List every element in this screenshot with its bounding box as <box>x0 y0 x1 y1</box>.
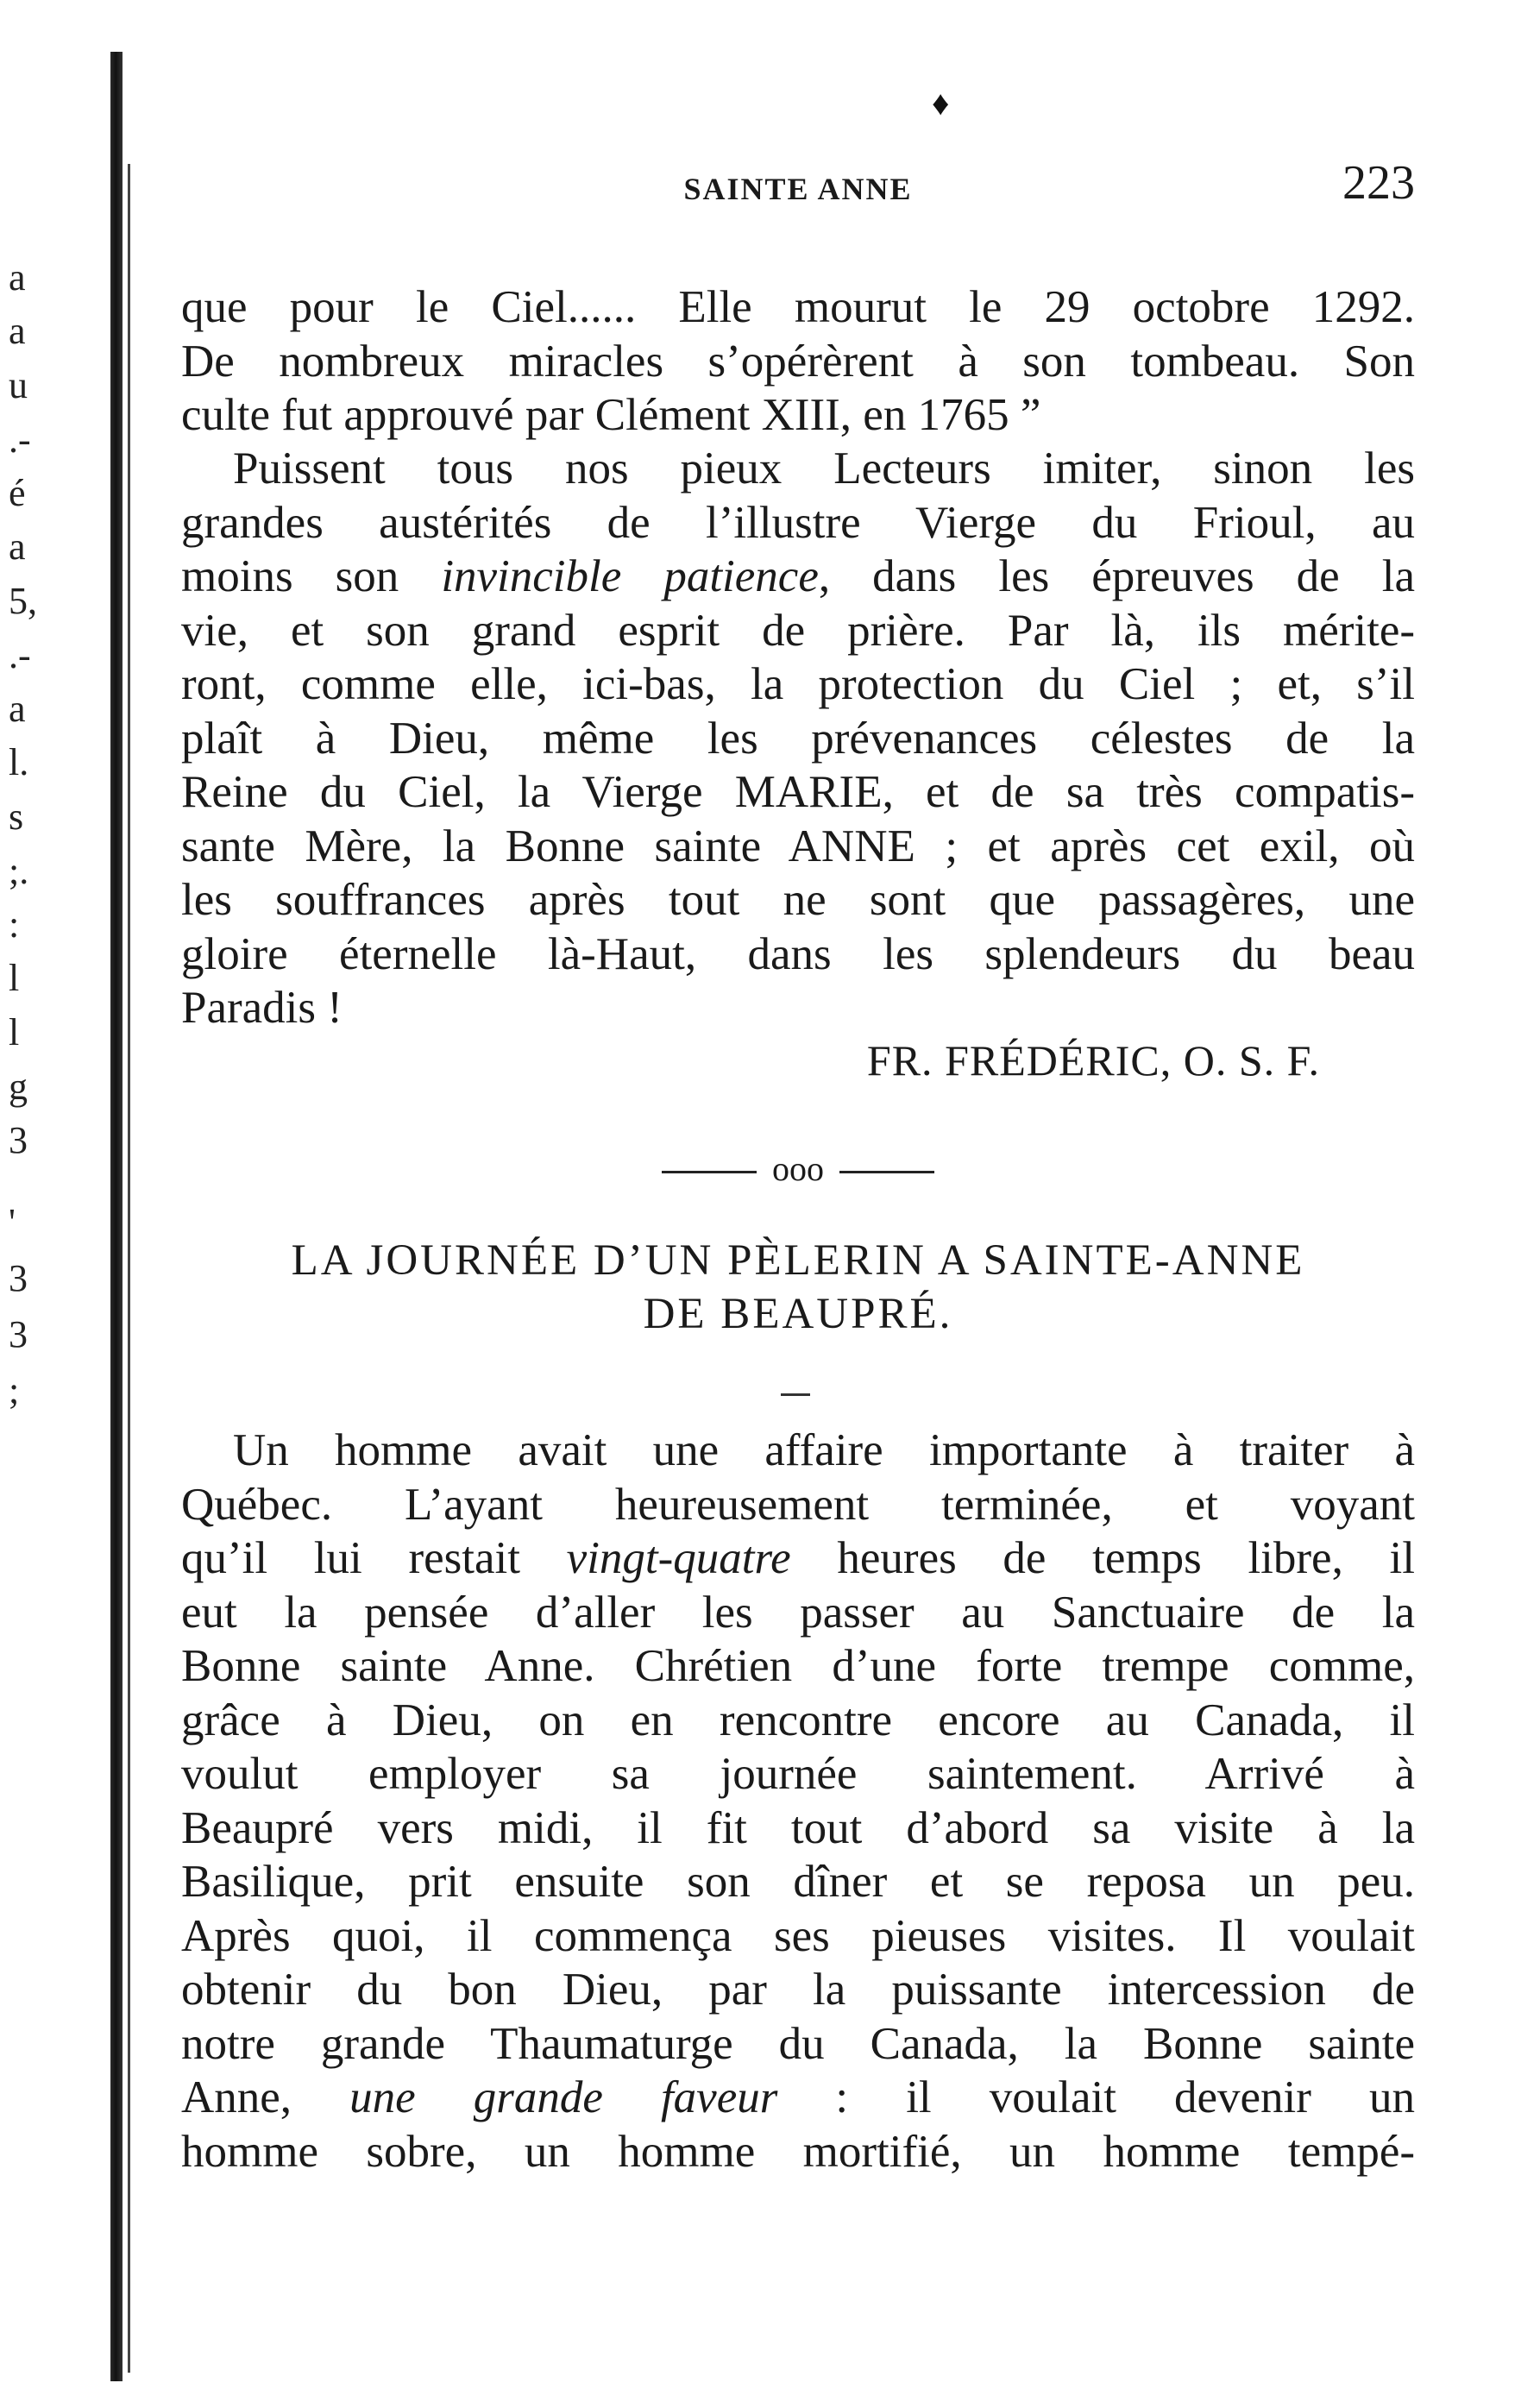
text-line: homme sobre, un homme mortifié, un homme tempé- <box>181 2126 1415 2177</box>
text-line: Puissent tous nos pieux Lecteurs imiter, sinon les <box>233 443 1415 494</box>
text-line: Reine du Ciel, la Vierge MARIE, et de sa très compatis- <box>181 767 1415 817</box>
text-line: culte fut approuvé par Clément XIII, en 1765 ” <box>181 390 1041 440</box>
paragraph-exhortation <box>181 442 1415 1035</box>
margin-mark: 3 <box>9 1313 28 1355</box>
separator-dash-right <box>839 1171 934 1173</box>
running-title: SAINTE ANNE <box>683 172 913 206</box>
margin-mark: 5, <box>9 580 37 622</box>
text-line: eut la pensée d’aller les passer au Sanctuaire de la <box>181 1587 1415 1638</box>
emphasis-text: invincible patience <box>441 551 819 601</box>
text-line: voulut employer sa journée saintement. Arrivé à <box>181 1749 1415 1799</box>
signature-name: FRÉDÉRIC, <box>945 1036 1172 1085</box>
title-rule <box>781 1393 810 1396</box>
text-line: qu’il lui restait vingt-quatre heures de temps libre, il <box>181 1533 1415 1583</box>
text-line: grandes austérités de l’illustre Vierge du Frioul, au <box>181 497 1415 548</box>
text-line: sante Mère, la Bonne sainte ANNE ; et après cet exil, où <box>181 821 1415 871</box>
margin-mark: a <box>9 525 26 568</box>
text-line: obtenir du bon Dieu, par la puissante intercession de <box>181 1965 1415 2015</box>
text-line: Québec. L’ayant heureusement terminée, et voyant <box>181 1479 1415 1530</box>
margin-mark: ; <box>9 1369 20 1412</box>
binding-edge <box>110 52 123 2381</box>
text-line: moins son invincible patience, dans les épreuves de la <box>181 551 1415 601</box>
text-line: De nombreux miracles s’opérèrent à son tombeau. Son <box>181 336 1415 387</box>
margin-mark: s <box>9 795 24 838</box>
text-line: Un homme avait une affaire importante à traiter à <box>233 1425 1415 1475</box>
printer-mark: ♦ <box>932 84 950 123</box>
margin-mark: ;. <box>9 850 29 892</box>
margin-mark: ' <box>9 1201 16 1243</box>
margin-mark: u <box>9 364 28 406</box>
text-line: Après quoi, il commença ses pieuses visites. Il voulait <box>181 1910 1415 1961</box>
margin-mark: l <box>9 957 20 999</box>
text-line: plaît à Dieu, même les prévenances célestes de la <box>181 713 1415 764</box>
margin-mark: l. <box>9 741 29 783</box>
section-title <box>181 1234 1415 1341</box>
margin-mark: a <box>9 310 26 352</box>
paragraph-continuation <box>181 280 1415 443</box>
margin-mark: .- <box>9 418 31 461</box>
text-line: les souffrances après tout ne sont que passagères, une <box>181 875 1415 925</box>
text-line: gloire éternelle là-Haut, dans les splendeurs du beau <box>181 928 1415 979</box>
text-line: Anne, une grande faveur : il voulait devenir un <box>181 2072 1415 2122</box>
margin-mark: g <box>9 1066 28 1108</box>
margin-mark: l <box>9 1011 20 1053</box>
author-signature <box>181 1035 1320 1085</box>
text-line: grâce à Dieu, on en rencontre encore au Canada, il <box>181 1695 1415 1745</box>
text-line: Beaupré vers midi, il fit tout d’abord sa visite à la <box>181 1802 1415 1853</box>
emphasis-text: vingt-quatre <box>566 1533 791 1583</box>
section-title-line1: LA JOURNÉE D’UN PÈLERIN A SAINTE-ANNE <box>291 1236 1305 1285</box>
text-line: Basilique, prit ensuite son dîner et se reposa un peu. <box>181 1857 1415 1907</box>
separator-dash-left <box>662 1171 757 1173</box>
text-line: Bonne sainte Anne. Chrétien d’une forte trempe comme, <box>181 1641 1415 1691</box>
paragraph-pilgrim <box>181 1424 1415 2179</box>
running-head <box>181 155 1415 216</box>
facing-page-margin <box>9 0 60 2383</box>
emphasis-text: une grande faveur <box>349 2072 778 2122</box>
section-title-line2: DE BEAUPRÉ. <box>643 1290 953 1338</box>
text-line: que pour le Ciel...... Elle mourut le 29 octobre 1292. <box>181 282 1415 332</box>
binding-shadow <box>128 164 130 2373</box>
separator-text: ooo <box>772 1149 824 1188</box>
signature-prefix: FR. <box>866 1036 933 1085</box>
margin-mark: a <box>9 688 26 730</box>
margin-mark: a <box>9 256 26 299</box>
signature-order: O. S. F. <box>1183 1036 1320 1085</box>
text-line: Paradis ! <box>181 983 343 1033</box>
margin-mark: 3 <box>9 1119 28 1161</box>
page-number: 223 <box>1342 156 1415 210</box>
text-line: vie, et son grand esprit de prière. Par là, ils mérite- <box>181 605 1415 656</box>
margin-mark: é <box>9 472 26 514</box>
text-line: ront, comme elle, ici-bas, la protection du Ciel ; et, s’il <box>181 659 1415 709</box>
margin-mark: .- <box>9 634 31 676</box>
section-separator <box>181 1143 1415 1195</box>
margin-mark: 3 <box>9 1257 28 1299</box>
margin-mark: : <box>9 903 20 946</box>
text-line: notre grande Thaumaturge du Canada, la Bonne sainte <box>181 2018 1415 2069</box>
